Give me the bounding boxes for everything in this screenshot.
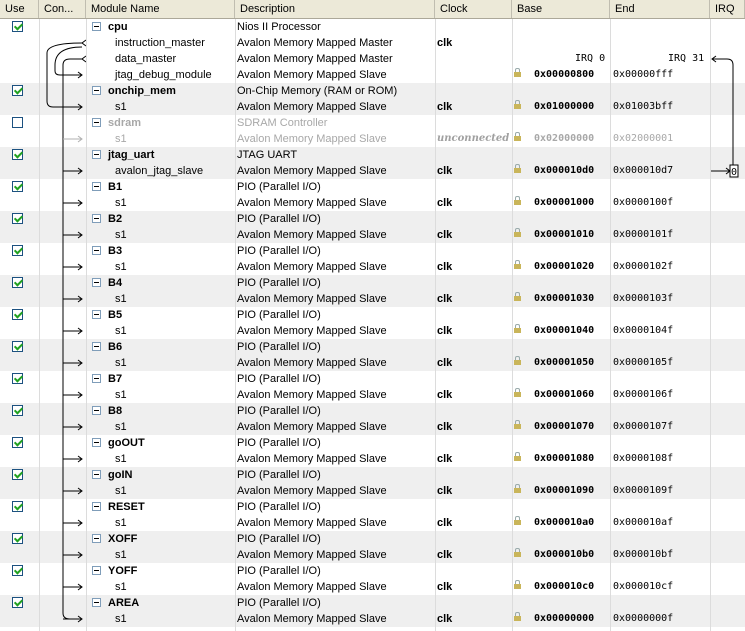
port-name: s1 bbox=[115, 421, 127, 433]
port-name: s1 bbox=[115, 293, 127, 305]
description: Avalon Memory Mapped Master bbox=[237, 37, 393, 49]
port-name: s1 bbox=[115, 549, 127, 561]
description: PIO (Parallel I/O) bbox=[237, 213, 321, 225]
port-name: s1 bbox=[115, 101, 127, 113]
column-divider bbox=[435, 19, 436, 631]
port-name: instruction_master bbox=[115, 37, 205, 49]
description: PIO (Parallel I/O) bbox=[237, 565, 321, 577]
base-address[interactable]: 0x02000000 bbox=[534, 133, 595, 144]
base-address[interactable]: 0x00000000 bbox=[534, 613, 595, 624]
column-divider bbox=[86, 19, 87, 631]
end-address: 0x0000109f bbox=[613, 485, 674, 496]
port-name: s1 bbox=[115, 261, 127, 273]
description: Avalon Memory Mapped Slave bbox=[237, 133, 387, 145]
clock-select[interactable]: clk bbox=[437, 293, 453, 305]
clock-select[interactable]: clk bbox=[437, 357, 453, 369]
end-address: 0x00000fff bbox=[613, 69, 674, 80]
irq-high-label: IRQ 31 bbox=[668, 53, 705, 64]
module-name[interactable]: RESET bbox=[108, 501, 145, 513]
description: PIO (Parallel I/O) bbox=[237, 501, 321, 513]
column-divider bbox=[512, 19, 513, 631]
end-address: 0x0000105f bbox=[613, 357, 674, 368]
port-name: s1 bbox=[115, 133, 127, 145]
description: PIO (Parallel I/O) bbox=[237, 533, 321, 545]
end-address: 0x0000103f bbox=[613, 293, 674, 304]
description: SDRAM Controller bbox=[237, 117, 328, 129]
end-address: 0x000010bf bbox=[613, 549, 674, 560]
port-name: s1 bbox=[115, 453, 127, 465]
clock-select[interactable]: clk bbox=[437, 325, 453, 337]
base-address[interactable]: 0x000010b0 bbox=[534, 549, 595, 560]
base-address[interactable]: 0x00000800 bbox=[534, 69, 595, 80]
end-address: 0x000010af bbox=[613, 517, 674, 528]
module-name[interactable]: XOFF bbox=[108, 533, 138, 545]
end-address: 0x0000000f bbox=[613, 613, 674, 624]
port-name: s1 bbox=[115, 325, 127, 337]
end-address: 0x000010cf bbox=[613, 581, 674, 592]
description: Avalon Memory Mapped Slave bbox=[237, 421, 387, 433]
module-name[interactable]: B2 bbox=[108, 213, 123, 225]
port-name: s1 bbox=[115, 357, 127, 369]
description: Avalon Memory Mapped Slave bbox=[237, 357, 387, 369]
description: Avalon Memory Mapped Master bbox=[237, 53, 393, 65]
description: Avalon Memory Mapped Slave bbox=[237, 261, 387, 273]
base-address[interactable]: 0x00001030 bbox=[534, 293, 595, 304]
base-address[interactable]: 0x000010c0 bbox=[534, 581, 595, 592]
column-header-clock[interactable]: Clock bbox=[435, 0, 512, 18]
column-header-base[interactable]: Base bbox=[512, 0, 610, 18]
description: Avalon Memory Mapped Slave bbox=[237, 453, 387, 465]
clock-select[interactable]: unconnected bbox=[437, 133, 510, 144]
description: PIO (Parallel I/O) bbox=[237, 437, 321, 449]
description: PIO (Parallel I/O) bbox=[237, 277, 321, 289]
description: Avalon Memory Mapped Slave bbox=[237, 229, 387, 241]
base-address[interactable]: 0x01000000 bbox=[534, 101, 595, 112]
base-address[interactable]: 0x000010d0 bbox=[534, 165, 595, 176]
description: PIO (Parallel I/O) bbox=[237, 309, 321, 321]
base-address[interactable]: 0x00001080 bbox=[534, 453, 595, 464]
module-name[interactable]: B1 bbox=[108, 181, 123, 193]
port-name: data_master bbox=[115, 53, 177, 65]
clock-select[interactable]: clk bbox=[437, 261, 453, 273]
column-divider bbox=[39, 19, 40, 631]
clock-select[interactable]: clk bbox=[437, 229, 453, 241]
end-address: 0x000010d7 bbox=[613, 165, 674, 176]
column-header-end[interactable]: End bbox=[610, 0, 710, 18]
base-address[interactable]: 0x00001020 bbox=[534, 261, 595, 272]
clock-select[interactable]: clk bbox=[437, 485, 453, 497]
description: Avalon Memory Mapped Slave bbox=[237, 101, 387, 113]
description: PIO (Parallel I/O) bbox=[237, 597, 321, 609]
port-name: s1 bbox=[115, 389, 127, 401]
clock-select[interactable]: clk bbox=[437, 517, 453, 529]
port-name: s1 bbox=[115, 613, 127, 625]
module-name[interactable]: cpu bbox=[108, 21, 128, 33]
column-header-use[interactable]: Use bbox=[0, 0, 39, 18]
end-address: 0x0000104f bbox=[613, 325, 674, 336]
base-address[interactable]: 0x00001050 bbox=[534, 357, 595, 368]
port-name: s1 bbox=[115, 197, 127, 209]
base-address[interactable]: 0x000010a0 bbox=[534, 517, 595, 528]
port-name: s1 bbox=[115, 485, 127, 497]
column-header-module-name[interactable]: Module Name bbox=[86, 0, 235, 18]
module-name[interactable]: onchip_mem bbox=[108, 85, 176, 97]
description: PIO (Parallel I/O) bbox=[237, 405, 321, 417]
column-divider bbox=[710, 19, 711, 631]
module-name[interactable]: YOFF bbox=[108, 565, 138, 577]
port-name: s1 bbox=[115, 229, 127, 241]
clock-select[interactable]: clk bbox=[437, 101, 453, 113]
module-name[interactable]: sdram bbox=[108, 117, 142, 129]
column-header-irq[interactable]: IRQ bbox=[710, 0, 745, 18]
clock-select[interactable]: clk bbox=[437, 421, 453, 433]
module-name[interactable]: goOUT bbox=[108, 437, 145, 449]
base-address[interactable]: 0x00001060 bbox=[534, 389, 595, 400]
description: Avalon Memory Mapped Slave bbox=[237, 197, 387, 209]
clock-select[interactable]: clk bbox=[437, 37, 453, 49]
description: Avalon Memory Mapped Slave bbox=[237, 613, 387, 625]
description: Avalon Memory Mapped Slave bbox=[237, 517, 387, 529]
base-address[interactable]: 0x00001040 bbox=[534, 325, 595, 336]
base-address[interactable]: 0x00001010 bbox=[534, 229, 595, 240]
debug-module-wire bbox=[55, 47, 82, 75]
port-name: avalon_jtag_slave bbox=[115, 165, 204, 177]
module-name[interactable]: B3 bbox=[108, 245, 123, 257]
module-name[interactable]: B7 bbox=[108, 373, 123, 385]
description: On-Chip Memory (RAM or ROM) bbox=[237, 85, 398, 97]
end-address: 0x0000100f bbox=[613, 197, 674, 208]
base-address[interactable]: 0x00001000 bbox=[534, 197, 595, 208]
end-address: 0x01003bff bbox=[613, 101, 674, 112]
description: Avalon Memory Mapped Slave bbox=[237, 293, 387, 305]
base-address[interactable]: 0x00001070 bbox=[534, 421, 595, 432]
column-header-description[interactable]: Description bbox=[235, 0, 435, 18]
column-divider bbox=[610, 19, 611, 631]
clock-select[interactable]: clk bbox=[437, 197, 453, 209]
module-name[interactable]: goIN bbox=[108, 469, 133, 481]
irq-line bbox=[712, 59, 733, 165]
description: Avalon Memory Mapped Slave bbox=[237, 69, 387, 81]
end-address: 0x0000106f bbox=[613, 389, 674, 400]
description: PIO (Parallel I/O) bbox=[237, 341, 321, 353]
base-address[interactable]: 0x00001090 bbox=[534, 485, 595, 496]
clock-select[interactable]: clk bbox=[437, 165, 453, 177]
clock-select[interactable]: clk bbox=[437, 549, 453, 561]
port-name: s1 bbox=[115, 581, 127, 593]
end-address: 0x02000001 bbox=[613, 133, 674, 144]
clock-select[interactable]: clk bbox=[437, 389, 453, 401]
irq-number[interactable]: 0 bbox=[731, 167, 738, 178]
irq-low-label: IRQ 0 bbox=[575, 53, 606, 64]
column-divider bbox=[235, 19, 236, 631]
description: Avalon Memory Mapped Slave bbox=[237, 581, 387, 593]
module-name[interactable]: AREA bbox=[108, 597, 140, 609]
module-name[interactable]: B5 bbox=[108, 309, 123, 321]
description: Avalon Memory Mapped Slave bbox=[237, 389, 387, 401]
clock-select[interactable]: clk bbox=[437, 613, 453, 625]
module-name[interactable]: B8 bbox=[108, 405, 123, 417]
module-name[interactable]: B4 bbox=[108, 277, 123, 289]
module-name[interactable]: B6 bbox=[108, 341, 123, 353]
end-address: 0x0000101f bbox=[613, 229, 674, 240]
clock-select[interactable]: clk bbox=[437, 453, 453, 465]
end-address: 0x0000108f bbox=[613, 453, 674, 464]
description: Avalon Memory Mapped Slave bbox=[237, 165, 387, 177]
clock-select[interactable]: clk bbox=[437, 581, 453, 593]
module-name[interactable]: jtag_uart bbox=[108, 149, 155, 161]
description: PIO (Parallel I/O) bbox=[237, 181, 321, 193]
description: Avalon Memory Mapped Slave bbox=[237, 325, 387, 337]
port-name: s1 bbox=[115, 517, 127, 529]
description: PIO (Parallel I/O) bbox=[237, 373, 321, 385]
description: Nios II Processor bbox=[237, 21, 321, 33]
description: Avalon Memory Mapped Slave bbox=[237, 485, 387, 497]
end-address: 0x0000102f bbox=[613, 261, 674, 272]
description: PIO (Parallel I/O) bbox=[237, 469, 321, 481]
end-address: 0x0000107f bbox=[613, 421, 674, 432]
description: PIO (Parallel I/O) bbox=[237, 245, 321, 257]
description: Avalon Memory Mapped Slave bbox=[237, 549, 387, 561]
column-header-con[interactable]: Con... bbox=[39, 0, 86, 18]
port-name: jtag_debug_module bbox=[115, 69, 212, 81]
data-master-wire bbox=[63, 59, 82, 619]
description: JTAG UART bbox=[237, 149, 298, 161]
